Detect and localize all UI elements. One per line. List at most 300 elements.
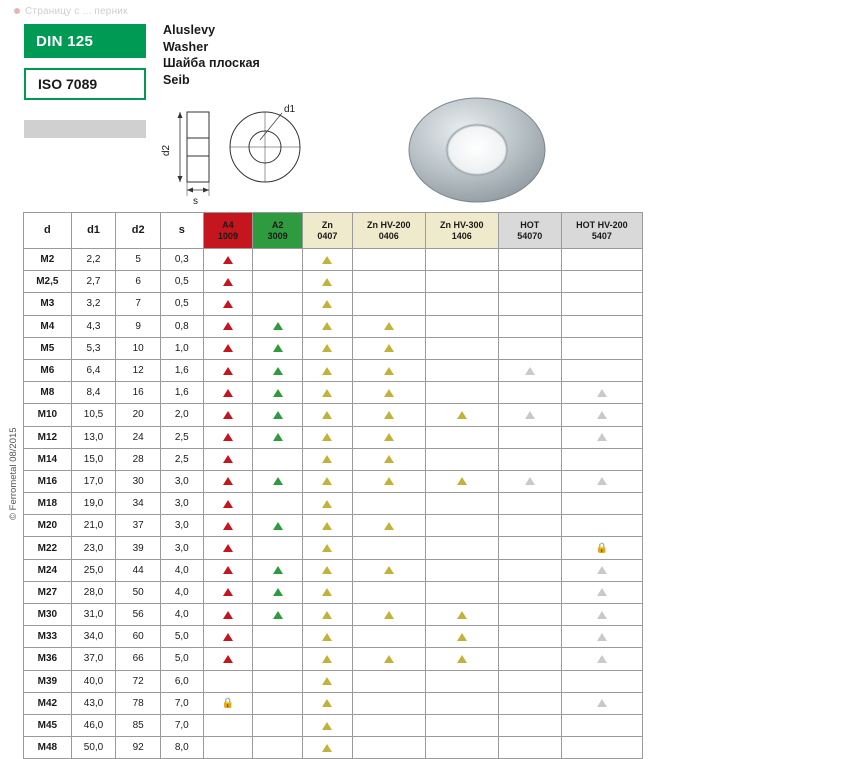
standard-badge-iso xyxy=(24,68,146,100)
table-row xyxy=(24,382,643,404)
table-body xyxy=(24,249,643,759)
table-row xyxy=(24,315,643,337)
cell-availability xyxy=(425,426,498,448)
availability-triangle-icon xyxy=(597,633,607,641)
availability-triangle-icon xyxy=(322,699,332,707)
cell-availability xyxy=(303,559,353,581)
cell-availability xyxy=(498,404,561,426)
cell-s: 3,0 xyxy=(160,493,203,515)
cell-availability xyxy=(561,493,642,515)
cell-availability xyxy=(303,581,353,603)
cell-d1: 31,0 xyxy=(71,604,116,626)
table-row xyxy=(24,581,643,603)
header-line-1: HOT HV-200 xyxy=(576,219,628,230)
availability-triangle-icon xyxy=(322,722,332,730)
cell-d1: 28,0 xyxy=(71,581,116,603)
cell-availability xyxy=(561,714,642,736)
availability-triangle-icon xyxy=(322,522,332,530)
availability-triangle-icon xyxy=(322,411,332,419)
cell-availability xyxy=(203,648,253,670)
cell-availability xyxy=(425,515,498,537)
cell-availability xyxy=(352,448,425,470)
cell-availability xyxy=(561,426,642,448)
availability-triangle-icon xyxy=(525,411,535,419)
cell-availability xyxy=(425,382,498,404)
availability-triangle-icon xyxy=(597,655,607,663)
cell-availability xyxy=(203,448,253,470)
cell-availability xyxy=(203,626,253,648)
cell-availability xyxy=(425,315,498,337)
cell-availability xyxy=(303,537,353,559)
cell-availability xyxy=(425,271,498,293)
title-ru: Шайба плоская xyxy=(163,56,260,70)
cell-d2: 28 xyxy=(116,448,161,470)
availability-triangle-icon xyxy=(322,455,332,463)
cell-availability xyxy=(352,359,425,381)
cell-s: 1,6 xyxy=(160,359,203,381)
availability-triangle-icon xyxy=(597,411,607,419)
cell-d1: 8,4 xyxy=(71,382,116,404)
table-col-header-d2 xyxy=(116,213,161,249)
table-col-header-a2 xyxy=(253,213,303,249)
watermark-dot-icon xyxy=(14,8,20,14)
cell-d1: 40,0 xyxy=(71,670,116,692)
availability-triangle-icon xyxy=(223,367,233,375)
cell-availability xyxy=(561,670,642,692)
label-s: s xyxy=(193,196,198,207)
availability-triangle-icon xyxy=(525,477,535,485)
cell-availability xyxy=(253,315,303,337)
lock-icon: 🔒 xyxy=(595,542,609,554)
cell-s: 6,0 xyxy=(160,670,203,692)
cell-availability xyxy=(253,470,303,492)
cell-d: M4 xyxy=(24,315,72,337)
cell-availability xyxy=(203,670,253,692)
availability-triangle-icon xyxy=(273,367,283,375)
availability-triangle-icon xyxy=(384,477,394,485)
cell-d: M30 xyxy=(24,604,72,626)
cell-availability xyxy=(303,515,353,537)
table-col-header-zn-hv-300 xyxy=(425,213,498,249)
cell-availability xyxy=(253,692,303,714)
cell-availability xyxy=(203,404,253,426)
availability-triangle-icon xyxy=(384,566,394,574)
cell-availability xyxy=(425,648,498,670)
table-row xyxy=(24,604,643,626)
cell-d1: 46,0 xyxy=(71,714,116,736)
cell-availability xyxy=(303,293,353,315)
cell-availability xyxy=(425,737,498,759)
availability-triangle-icon xyxy=(273,588,283,596)
table-row xyxy=(24,648,643,670)
specification-table xyxy=(23,212,643,759)
cell-availability xyxy=(498,249,561,271)
cell-availability xyxy=(253,626,303,648)
table-row xyxy=(24,515,643,537)
cell-availability xyxy=(253,448,303,470)
cell-availability xyxy=(425,293,498,315)
cell-availability xyxy=(561,515,642,537)
cell-availability xyxy=(498,493,561,515)
availability-triangle-icon xyxy=(322,544,332,552)
cell-availability xyxy=(352,559,425,581)
cell-availability xyxy=(425,448,498,470)
cell-availability xyxy=(303,670,353,692)
cell-d1: 6,4 xyxy=(71,359,116,381)
table-row xyxy=(24,359,643,381)
cell-d2: 60 xyxy=(116,626,161,648)
cell-s: 8,0 xyxy=(160,737,203,759)
cell-s: 7,0 xyxy=(160,692,203,714)
label-d1: d1 xyxy=(284,104,296,115)
cell-availability xyxy=(203,271,253,293)
cell-d1: 23,0 xyxy=(71,537,116,559)
cell-s: 5,0 xyxy=(160,626,203,648)
cell-d2: 30 xyxy=(116,470,161,492)
cell-availability xyxy=(352,293,425,315)
cell-availability xyxy=(561,337,642,359)
availability-triangle-icon xyxy=(322,344,332,352)
cell-d1: 4,3 xyxy=(71,315,116,337)
availability-triangle-icon xyxy=(525,367,535,375)
availability-triangle-icon xyxy=(223,433,233,441)
availability-triangle-icon xyxy=(322,389,332,397)
availability-triangle-icon xyxy=(322,566,332,574)
availability-triangle-icon xyxy=(223,522,233,530)
cell-availability xyxy=(498,537,561,559)
table-col-header-d1 xyxy=(71,213,116,249)
cell-availability xyxy=(561,271,642,293)
cell-d2: 85 xyxy=(116,714,161,736)
cell-s: 3,0 xyxy=(160,537,203,559)
cell-availability xyxy=(303,249,353,271)
table-col-header-d xyxy=(24,213,72,249)
table-row xyxy=(24,537,643,559)
cell-availability xyxy=(561,537,642,559)
availability-triangle-icon xyxy=(384,322,394,330)
cell-availability xyxy=(498,626,561,648)
cell-d: M27 xyxy=(24,581,72,603)
cell-availability xyxy=(561,293,642,315)
cell-d1: 2,7 xyxy=(71,271,116,293)
availability-triangle-icon xyxy=(223,389,233,397)
cell-s: 0,8 xyxy=(160,315,203,337)
cell-d2: 50 xyxy=(116,581,161,603)
cell-availability xyxy=(253,404,303,426)
cell-d: M5 xyxy=(24,337,72,359)
availability-triangle-icon xyxy=(322,611,332,619)
cell-availability xyxy=(253,382,303,404)
availability-triangle-icon xyxy=(384,655,394,663)
cell-availability xyxy=(253,648,303,670)
cell-d: M8 xyxy=(24,382,72,404)
cell-s: 4,0 xyxy=(160,581,203,603)
availability-triangle-icon xyxy=(384,344,394,352)
availability-triangle-icon xyxy=(273,389,283,397)
cell-availability xyxy=(498,670,561,692)
availability-triangle-icon xyxy=(597,566,607,574)
cell-availability xyxy=(352,626,425,648)
cell-availability xyxy=(352,714,425,736)
cell-d: M3 xyxy=(24,293,72,315)
cell-availability xyxy=(352,515,425,537)
cell-d1: 19,0 xyxy=(71,493,116,515)
cell-d: M48 xyxy=(24,737,72,759)
cell-availability xyxy=(203,293,253,315)
cell-availability xyxy=(561,249,642,271)
cell-s: 0,3 xyxy=(160,249,203,271)
cell-availability xyxy=(425,337,498,359)
cell-availability xyxy=(352,382,425,404)
cell-availability xyxy=(203,493,253,515)
availability-triangle-icon xyxy=(273,566,283,574)
cell-availability xyxy=(425,359,498,381)
cell-availability xyxy=(498,692,561,714)
cell-availability xyxy=(253,714,303,736)
cell-d2: 24 xyxy=(116,426,161,448)
cell-s: 2,0 xyxy=(160,404,203,426)
cell-d: M10 xyxy=(24,404,72,426)
header-line-2: 3009 xyxy=(267,230,288,241)
availability-triangle-icon xyxy=(322,655,332,663)
header-line-2: 1009 xyxy=(217,230,238,241)
cell-availability xyxy=(253,559,303,581)
availability-triangle-icon xyxy=(322,300,332,308)
cell-d: M2 xyxy=(24,249,72,271)
cell-d2: 20 xyxy=(116,404,161,426)
cell-availability xyxy=(303,404,353,426)
cell-availability xyxy=(425,559,498,581)
header-line-1: A4 xyxy=(222,219,234,230)
availability-triangle-icon xyxy=(322,433,332,441)
cell-availability xyxy=(352,470,425,492)
availability-triangle-icon xyxy=(273,477,283,485)
table-col-header-a4 xyxy=(203,213,253,249)
availability-triangle-icon xyxy=(273,322,283,330)
availability-triangle-icon xyxy=(322,477,332,485)
cell-s: 2,5 xyxy=(160,448,203,470)
cell-d: M20 xyxy=(24,515,72,537)
product-title-block xyxy=(163,22,260,88)
table-row xyxy=(24,293,643,315)
cell-d1: 2,2 xyxy=(71,249,116,271)
cell-d2: 44 xyxy=(116,559,161,581)
availability-triangle-icon xyxy=(457,611,467,619)
availability-triangle-icon xyxy=(384,411,394,419)
cell-availability xyxy=(498,581,561,603)
table-row xyxy=(24,249,643,271)
watermark-text: Страницу с ... перник xyxy=(14,6,128,17)
cell-availability xyxy=(561,315,642,337)
cell-availability xyxy=(303,692,353,714)
cell-availability xyxy=(303,470,353,492)
availability-triangle-icon xyxy=(223,455,233,463)
cell-availability xyxy=(498,559,561,581)
availability-triangle-icon xyxy=(457,633,467,641)
cell-availability xyxy=(561,470,642,492)
availability-triangle-icon xyxy=(223,300,233,308)
availability-triangle-icon xyxy=(597,611,607,619)
cell-d2: 6 xyxy=(116,271,161,293)
table-row xyxy=(24,470,643,492)
cell-availability xyxy=(498,737,561,759)
table-row xyxy=(24,737,643,759)
cell-availability xyxy=(352,315,425,337)
cell-availability xyxy=(303,737,353,759)
table-row xyxy=(24,670,643,692)
cell-availability xyxy=(352,692,425,714)
cell-d1: 5,3 xyxy=(71,337,116,359)
cell-availability xyxy=(203,692,253,714)
cell-availability xyxy=(253,293,303,315)
table-col-header-zn xyxy=(303,213,353,249)
cell-availability xyxy=(561,581,642,603)
cell-s: 1,6 xyxy=(160,382,203,404)
cell-availability xyxy=(498,714,561,736)
cell-d1: 25,0 xyxy=(71,559,116,581)
cell-d: M45 xyxy=(24,714,72,736)
cell-s: 4,0 xyxy=(160,559,203,581)
cell-availability xyxy=(253,737,303,759)
cell-availability xyxy=(352,426,425,448)
cell-availability xyxy=(498,271,561,293)
cell-availability xyxy=(425,470,498,492)
lock-icon: 🔒 xyxy=(221,697,235,709)
cell-availability xyxy=(303,426,353,448)
cell-availability xyxy=(352,337,425,359)
availability-triangle-icon xyxy=(223,322,233,330)
availability-triangle-icon xyxy=(322,633,332,641)
availability-triangle-icon xyxy=(384,367,394,375)
availability-triangle-icon xyxy=(223,256,233,264)
table-header xyxy=(24,213,643,249)
cell-availability xyxy=(253,515,303,537)
availability-triangle-icon xyxy=(223,655,233,663)
availability-triangle-icon xyxy=(322,677,332,685)
cell-availability xyxy=(203,581,253,603)
table-row xyxy=(24,692,643,714)
table-row xyxy=(24,559,643,581)
cell-availability xyxy=(498,648,561,670)
cell-availability xyxy=(253,670,303,692)
cell-availability xyxy=(561,648,642,670)
table-row xyxy=(24,493,643,515)
cell-availability xyxy=(425,714,498,736)
cell-availability xyxy=(303,382,353,404)
cell-availability xyxy=(253,337,303,359)
cell-availability xyxy=(203,315,253,337)
cell-availability xyxy=(498,293,561,315)
table-col-header-hot xyxy=(498,213,561,249)
cell-availability xyxy=(352,537,425,559)
cell-availability xyxy=(203,737,253,759)
cell-availability xyxy=(203,714,253,736)
availability-triangle-icon xyxy=(597,433,607,441)
cell-d2: 37 xyxy=(116,515,161,537)
cell-s: 7,0 xyxy=(160,714,203,736)
availability-triangle-icon xyxy=(384,433,394,441)
cell-availability xyxy=(303,626,353,648)
header-line-1: s xyxy=(178,224,185,236)
availability-triangle-icon xyxy=(223,544,233,552)
cell-s: 4,0 xyxy=(160,604,203,626)
cell-availability xyxy=(203,537,253,559)
cell-d: M36 xyxy=(24,648,72,670)
cell-s: 1,0 xyxy=(160,337,203,359)
header-line-1: Zn xyxy=(321,219,333,230)
cell-availability xyxy=(253,249,303,271)
grey-placeholder-bar xyxy=(24,120,146,138)
cell-s: 0,5 xyxy=(160,271,203,293)
cell-d: M33 xyxy=(24,626,72,648)
cell-availability xyxy=(352,670,425,692)
table-col-header-hot-hv-200 xyxy=(561,213,642,249)
availability-triangle-icon xyxy=(384,611,394,619)
cell-availability xyxy=(498,448,561,470)
cell-d2: 12 xyxy=(116,359,161,381)
cell-d: M24 xyxy=(24,559,72,581)
cell-d2: 66 xyxy=(116,648,161,670)
cell-availability xyxy=(561,404,642,426)
cell-availability xyxy=(425,581,498,603)
cell-availability xyxy=(303,359,353,381)
availability-triangle-icon xyxy=(597,389,607,397)
cell-availability xyxy=(498,382,561,404)
cell-availability xyxy=(303,648,353,670)
cell-s: 5,0 xyxy=(160,648,203,670)
cell-availability xyxy=(253,581,303,603)
cell-d2: 10 xyxy=(116,337,161,359)
availability-triangle-icon xyxy=(322,744,332,752)
cell-availability xyxy=(498,470,561,492)
header-line-1: HOT xyxy=(520,219,540,230)
cell-availability xyxy=(498,337,561,359)
title-fi: Aluslevy xyxy=(163,23,216,37)
cell-availability xyxy=(303,337,353,359)
header-line-2: 54070 xyxy=(517,230,543,241)
title-de: Seib xyxy=(163,72,190,87)
cell-availability xyxy=(498,426,561,448)
cell-availability xyxy=(303,271,353,293)
cell-availability xyxy=(561,604,642,626)
availability-triangle-icon xyxy=(273,344,283,352)
availability-triangle-icon xyxy=(384,455,394,463)
cell-availability xyxy=(253,604,303,626)
cell-d: M22 xyxy=(24,537,72,559)
cell-availability xyxy=(352,604,425,626)
cell-d2: 16 xyxy=(116,382,161,404)
cell-availability xyxy=(561,737,642,759)
cell-d1: 43,0 xyxy=(71,692,116,714)
cell-availability xyxy=(203,559,253,581)
cell-d2: 72 xyxy=(116,670,161,692)
cell-d: M12 xyxy=(24,426,72,448)
table-row xyxy=(24,714,643,736)
cell-availability xyxy=(203,470,253,492)
availability-triangle-icon xyxy=(322,367,332,375)
cell-availability xyxy=(203,426,253,448)
cell-availability xyxy=(561,382,642,404)
table-row xyxy=(24,426,643,448)
cell-d1: 21,0 xyxy=(71,515,116,537)
header-line-1: d1 xyxy=(87,224,100,236)
availability-triangle-icon xyxy=(223,477,233,485)
cell-availability xyxy=(425,493,498,515)
cell-availability xyxy=(203,337,253,359)
cell-availability xyxy=(303,493,353,515)
cell-availability xyxy=(253,537,303,559)
availability-triangle-icon xyxy=(223,278,233,286)
